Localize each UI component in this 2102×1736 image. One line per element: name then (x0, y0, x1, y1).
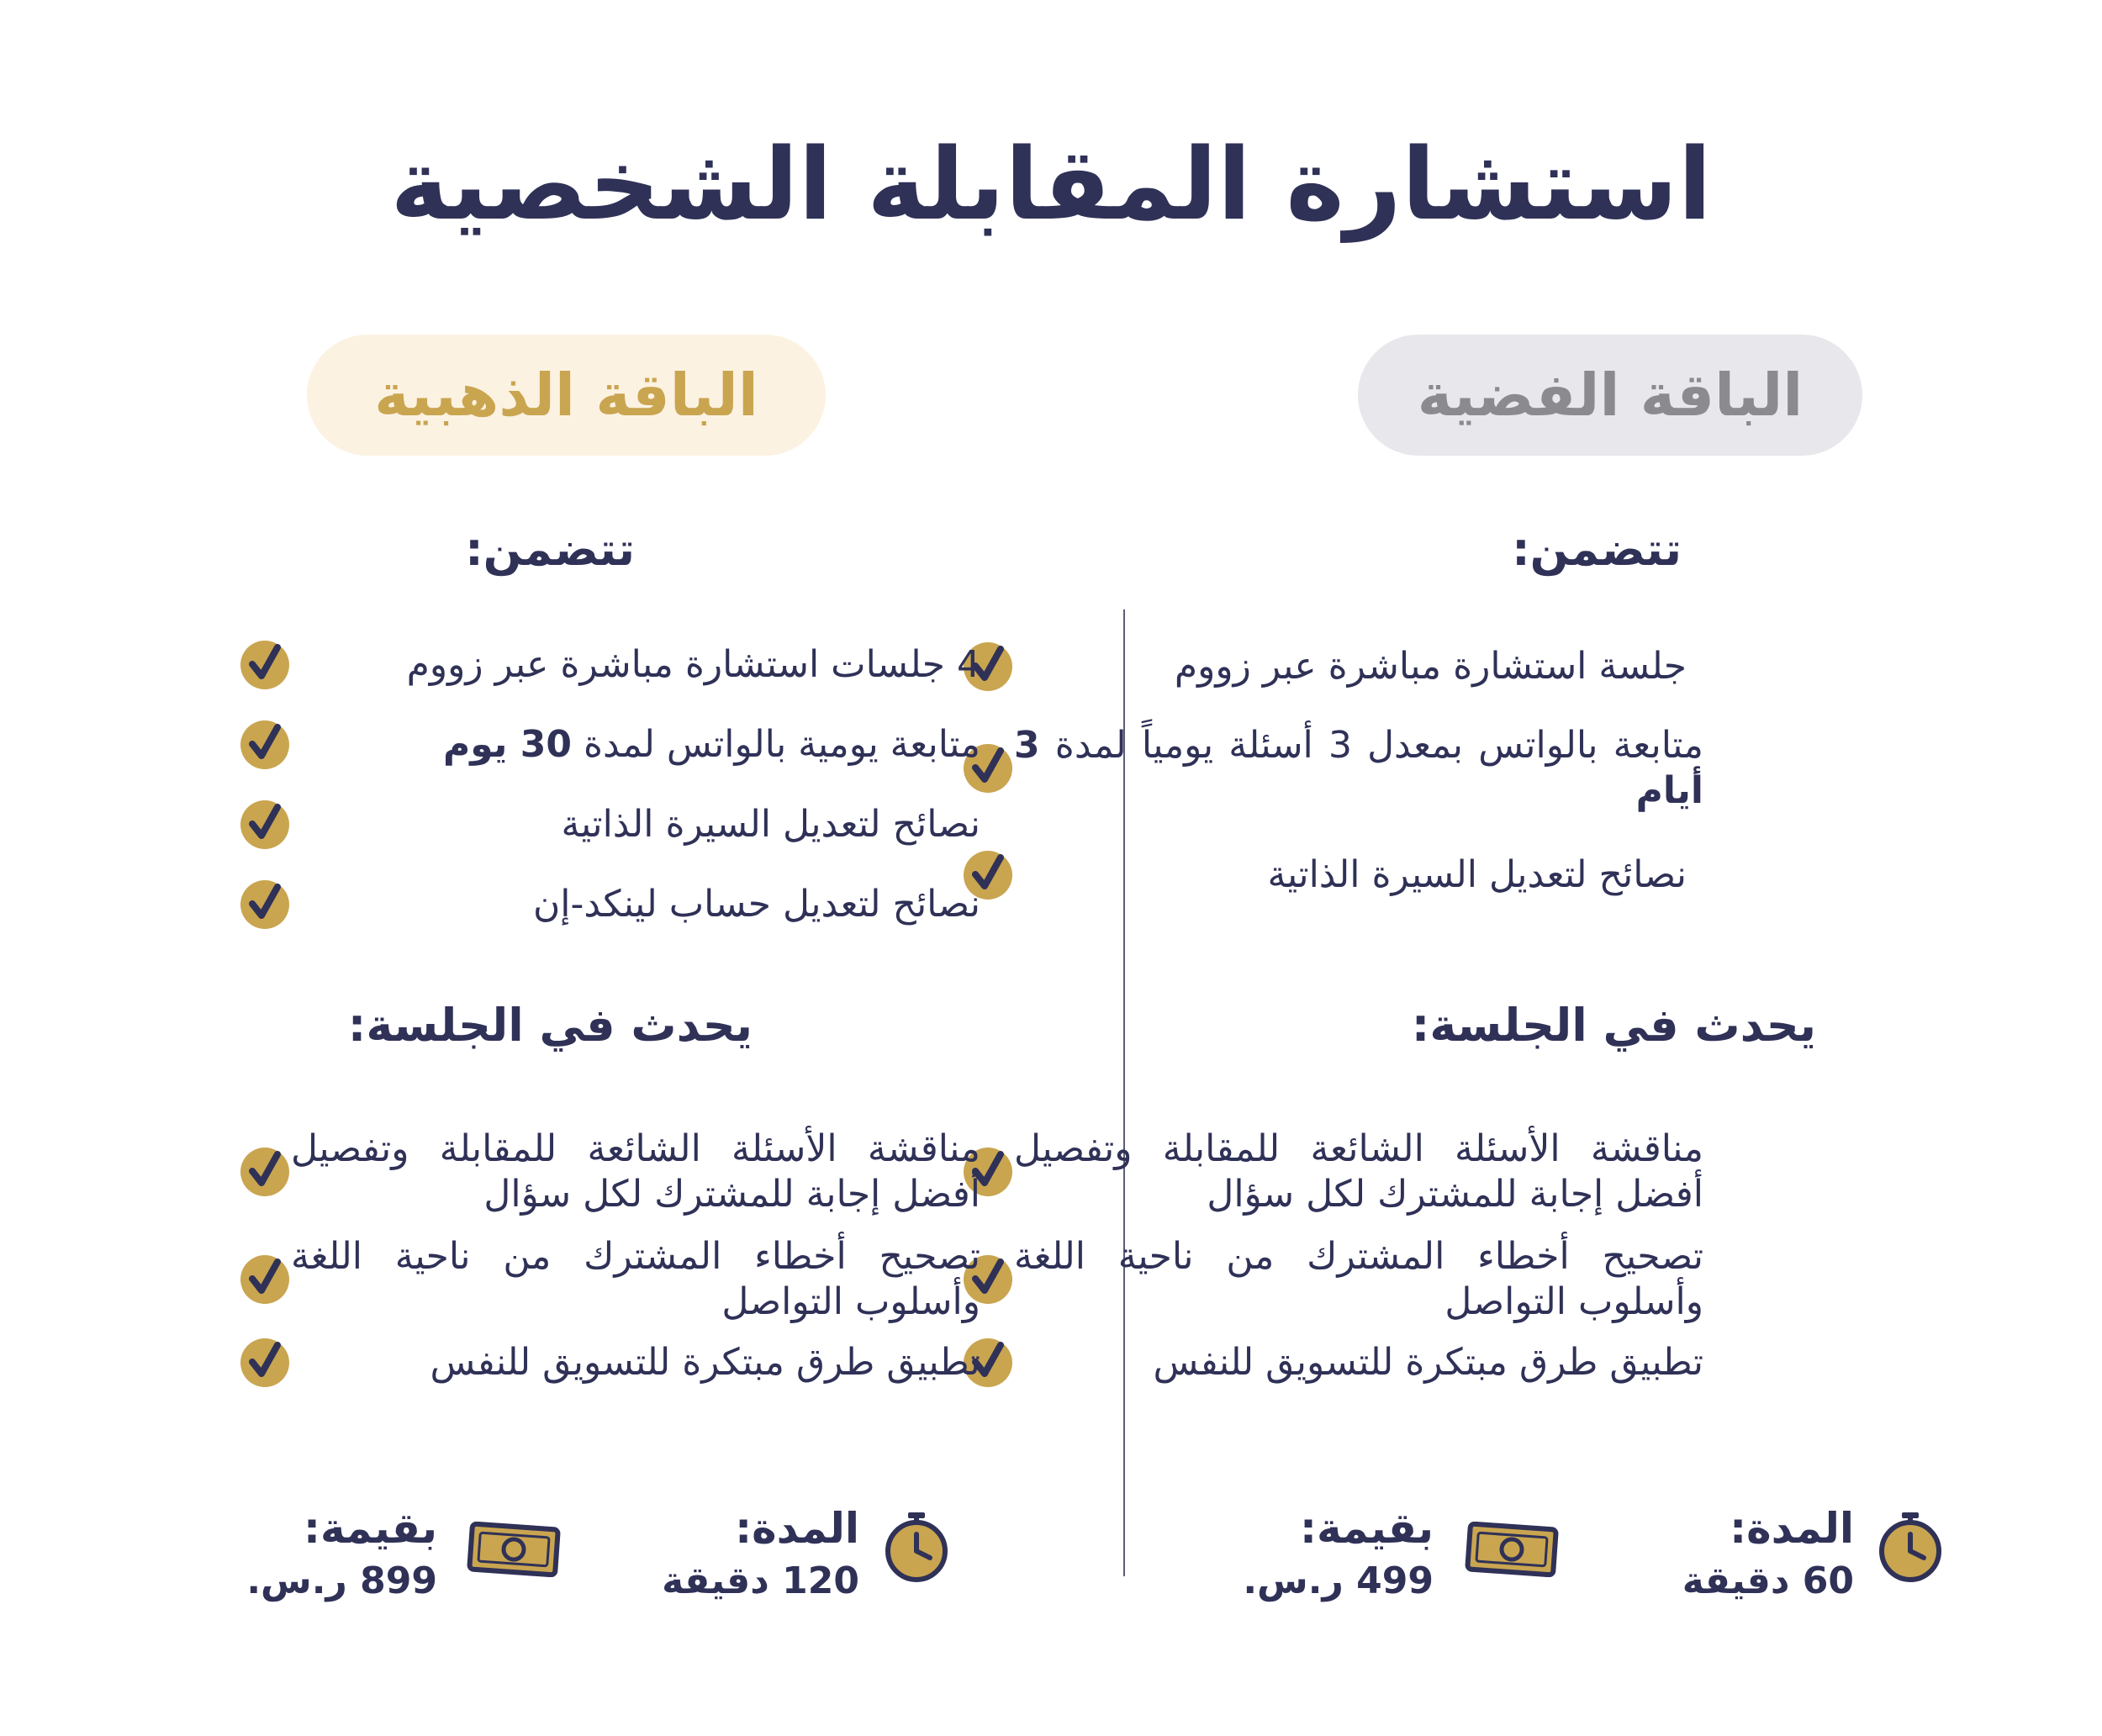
gold-price-value: 899 ر.س. (246, 1559, 437, 1602)
silver-session-item (933, 1127, 2026, 1217)
silver-session-heading: يحدث في الجلسة: (1411, 999, 1816, 1052)
gold-include-item (210, 879, 1051, 931)
silver-package-badge (1358, 335, 1862, 456)
check-circle-icon (239, 1146, 291, 1198)
banknote-icon (467, 1522, 561, 1580)
silver-session-text: تصحيح أخطاء المشترك من ناحية اللغة وأسلوب التواصل (1014, 1235, 1703, 1323)
check-circle-icon (239, 1337, 291, 1389)
gold-session-text: تطبيق طرق مبتكرة للتسويق للنفس (430, 1341, 980, 1384)
check-circle-icon (239, 719, 291, 771)
gold-include-item (210, 719, 1051, 771)
check-circle-icon (239, 1253, 291, 1306)
silver-duration-label: المدة: (1730, 1504, 1854, 1553)
silver-includes-heading: تتضمن: (1512, 523, 1682, 576)
silver-include-text: متابعة بالواتس بمعدل 3 أسئلة يومياً لمدة 3 أيام (1014, 724, 1703, 812)
silver-session-text: مناقشة الأسئلة الشائعة للمقابلة وتفصيل أفضل إجابة للمشترك لكل سؤال (1014, 1127, 1703, 1216)
silver-session-text: تطبيق طرق مبتكرة للتسويق للنفس (1153, 1341, 1703, 1384)
gold-includes-heading: تتضمن: (465, 523, 635, 576)
silver-session-item (933, 1234, 2026, 1325)
silver-price-value: 499 ر.س. (1243, 1559, 1434, 1602)
silver-price-label: بقيمة: (1299, 1504, 1434, 1553)
silver-session-item (933, 1337, 2026, 1389)
gold-package-title: الباقة الذهبية (374, 361, 758, 430)
silver-include-item (933, 641, 2026, 693)
gold-session-item (210, 1127, 1051, 1217)
gold-price-label: بقيمة: (303, 1504, 437, 1553)
gold-session-heading: يحدث في الجلسة: (347, 999, 753, 1052)
gold-include-text: نصائح لتعديل السيرة الذاتية (561, 803, 980, 846)
gold-include-text: متابعة يومية بالواتس لمدة 30 يوم (443, 723, 980, 766)
gold-include-item (210, 799, 1051, 851)
gold-include-bold: 30 يوم (443, 723, 572, 766)
banknote-icon (1465, 1522, 1559, 1580)
gold-session-item (210, 1234, 1051, 1325)
silver-include-item (933, 723, 2026, 814)
stopwatch-icon (883, 1511, 950, 1586)
gold-session-item (210, 1337, 1051, 1389)
gold-include-item (210, 639, 1051, 691)
check-circle-icon (239, 799, 291, 851)
silver-include-item (933, 849, 2026, 901)
check-circle-icon (239, 879, 291, 931)
gold-include-text: نصائح لتعديل حساب لينكد-إن (532, 883, 980, 926)
silver-duration-value: 60 دقيقة (1682, 1559, 1854, 1602)
check-circle-icon (239, 639, 291, 691)
silver-include-text: نصائح لتعديل السيرة الذاتية (1267, 853, 1687, 896)
silver-include-bold: 3 أيام (1014, 724, 1703, 812)
silver-package-title: الباقة الفضية (1417, 361, 1804, 430)
gold-duration-label: المدة: (735, 1504, 859, 1553)
stopwatch-icon (1877, 1511, 1944, 1586)
gold-package-badge (307, 335, 826, 456)
page-title: استشارة المقابلة الشخصية (390, 126, 1712, 242)
gold-session-text: تصحيح أخطاء المشترك من ناحية اللغة وأسلوب التواصل (291, 1235, 980, 1323)
gold-duration-value: 120 دقيقة (662, 1559, 859, 1602)
gold-include-text: 4 جلسات استشارة مباشرة عبر زووم (406, 643, 980, 686)
gold-session-text: مناقشة الأسئلة الشائعة للمقابلة وتفصيل أفضل إجابة للمشترك لكل سؤال (291, 1127, 980, 1216)
silver-include-text: جلسة استشارة مباشرة عبر زووم (1174, 645, 1687, 688)
